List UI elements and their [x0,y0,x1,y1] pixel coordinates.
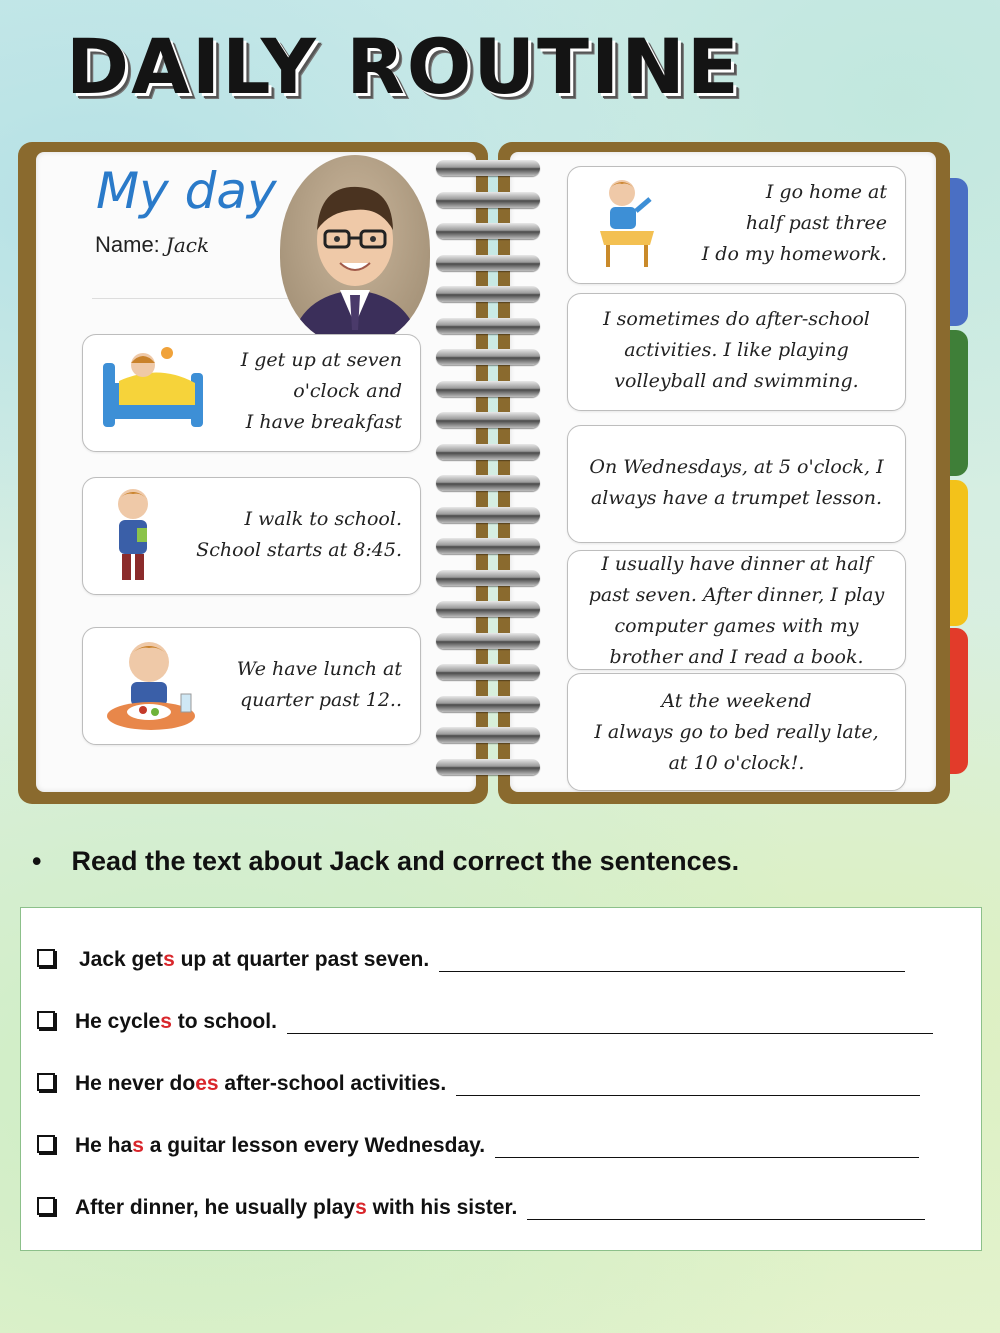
exercise-item-1 [37,948,905,972]
spiral-ring [436,255,540,271]
spiral-ring [436,412,540,428]
checkbox-icon[interactable] [37,1135,55,1153]
exercise-text-red: s [355,1196,367,1219]
checkbox-icon[interactable] [37,1073,55,1091]
card-text: I sometimes do after-school activities. I like playing volleyball and swimming. [603,308,870,392]
answer-line[interactable] [527,1197,925,1220]
spiral-ring [436,381,540,397]
page-title: DAILY ROUTINE [66,22,741,111]
spiral-ring [436,664,540,680]
spiral-ring [436,570,540,586]
card-text: I go home at half past three I do my homework. [701,181,887,265]
child-in-bed-icon [99,343,207,435]
exercise-item-4 [37,1134,919,1158]
bullet: • [32,846,42,876]
exercise-text-post: with his sister. [366,1196,518,1219]
exercise-item-3 [37,1072,920,1096]
exercise-box [20,907,982,1251]
exercise-text-pre: He cycle [75,1010,161,1033]
answer-line[interactable] [495,1135,919,1158]
spiral-ring [436,192,540,208]
instruction [32,846,739,877]
card-text: I usually have dinner at half past seven. After dinner, I play computer games with my brother and I read a book. [588,553,885,668]
exercise-text-red: s [160,1010,172,1033]
card-text: On Wednesdays, at 5 o'clock, I always have a trumpet lesson. [589,456,884,509]
name-value: Jack [165,233,210,257]
exercise-text-red: es [195,1072,219,1095]
card-text: I walk to school. School starts at 8:45. [196,508,402,561]
exercise-text-post: up at quarter past seven. [174,948,430,971]
routine-card-school [82,477,421,595]
spiral-ring [436,633,540,649]
spiral-ring [436,507,540,523]
exercise-text-red: s [132,1134,144,1157]
exercise-text-post: to school. [171,1010,277,1033]
answer-line[interactable] [439,949,905,972]
card-text: I get up at seven o'clock and I have breakfast [240,349,402,433]
exercise-text-post: a guitar lesson every Wednesday. [143,1134,486,1157]
spiral-ring [436,727,540,743]
exercise-text-pre: Jack get [79,948,164,971]
exercise-text-post: after-school activities. [218,1072,447,1095]
routine-card-lunch [82,627,421,745]
spiral-ring [436,538,540,554]
diary-heading: My day [96,162,277,220]
boy-eating-lunch-icon [105,634,205,734]
exercise-item-2 [37,1010,933,1034]
checkbox-icon[interactable] [37,949,55,967]
instruction-text: Read the text about Jack and correct the sentences. [71,846,740,876]
jack-photo [280,155,430,345]
card-text: We have lunch at quarter past 12.. [236,658,402,711]
exercise-text-pre: He never do [75,1072,196,1095]
answer-line[interactable] [456,1073,920,1096]
boy-at-desk-icon [598,175,658,271]
spiral-ring [436,349,540,365]
spiral-ring [436,160,540,176]
name-underline [92,298,292,299]
routine-card-homework [567,166,906,284]
exercise-text-pre: After dinner, he usually play [75,1196,356,1219]
spiral-ring [436,223,540,239]
exercise-text-pre: He ha [75,1134,133,1157]
checkbox-icon[interactable] [37,1197,55,1215]
boy-standing-icon [107,484,159,586]
spiral-ring [436,601,540,617]
spiral-ring [436,318,540,334]
spiral-ring [436,475,540,491]
answer-line[interactable] [287,1011,933,1034]
routine-card-activities [567,293,906,411]
routine-card-dinner [567,550,906,670]
name-label: Name: [95,232,160,257]
routine-card-trumpet [567,425,906,543]
spiral-ring [436,286,540,302]
spiral-ring [436,696,540,712]
routine-card-wake-up [82,334,421,452]
card-text: At the weekend I always go to bed really late, at 10 o'clock!. [594,690,879,774]
name-row [95,232,209,258]
exercise-text-red: s [163,948,175,971]
spiral-ring [436,759,540,775]
spiral-ring [436,444,540,460]
exercise-item-5 [37,1196,925,1220]
routine-card-weekend [567,673,906,791]
checkbox-icon[interactable] [37,1011,55,1029]
